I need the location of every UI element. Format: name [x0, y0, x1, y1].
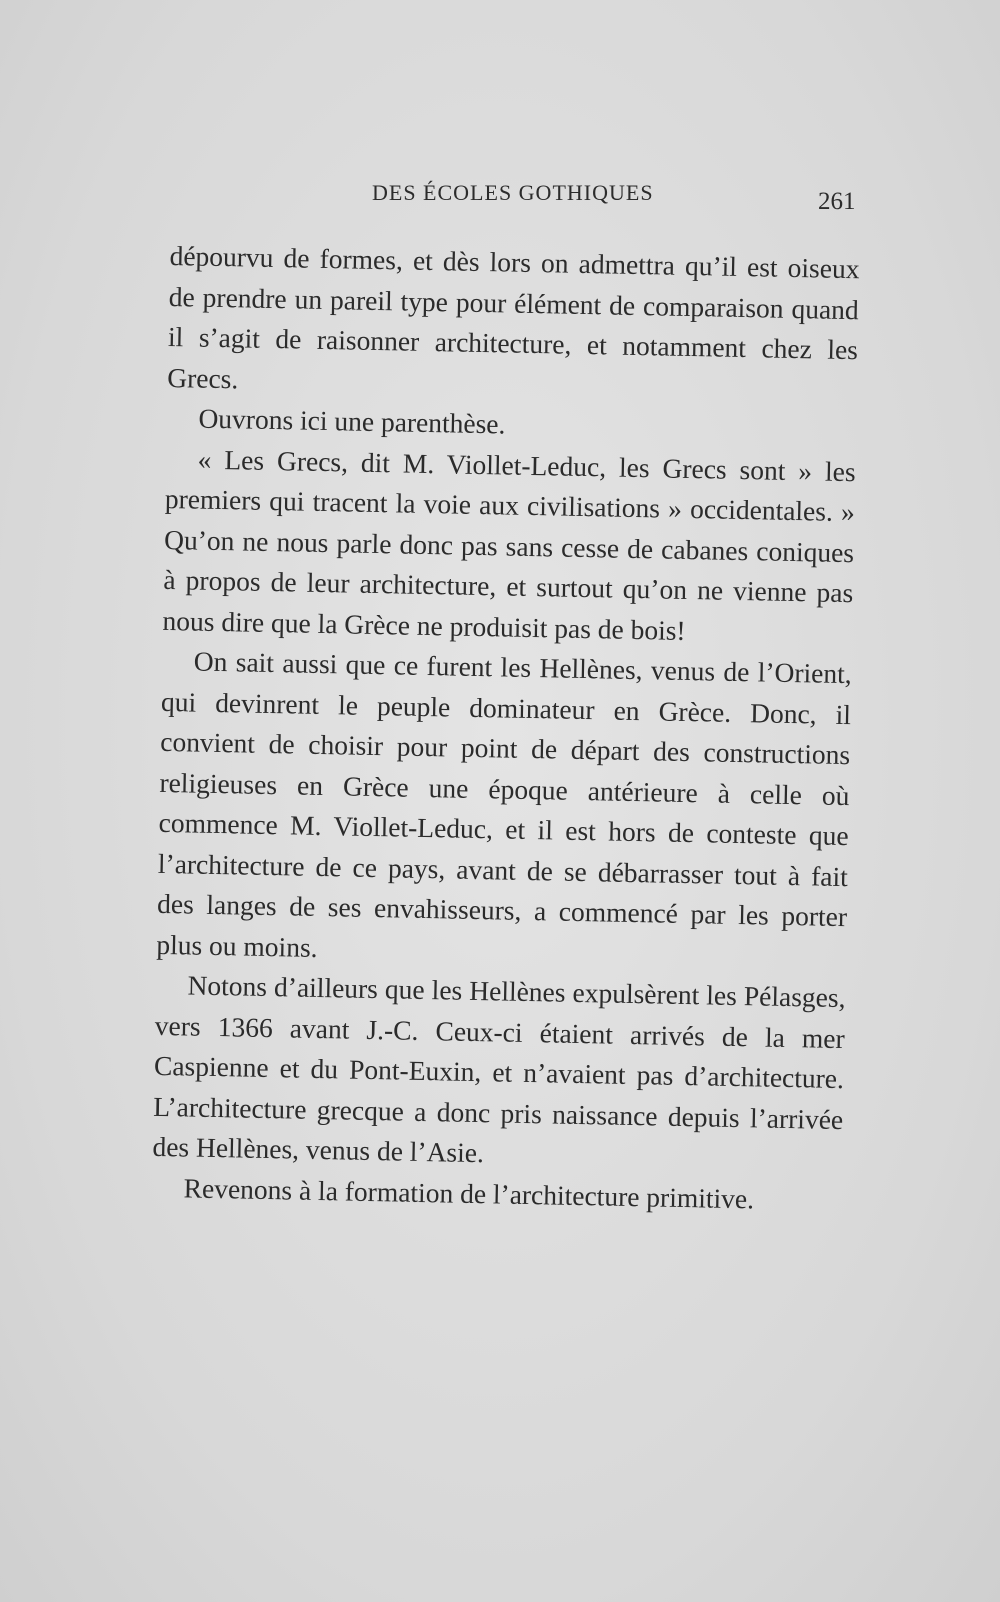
paragraph: Revenons à la formation de l’architecture primitive.: [183, 1171, 755, 1214]
paragraph: dépourvu de formes, et dès lors on admettra qu’il est oiseux de prendre un pareil type pour élément de comparaison quand il s’agit de raisonner architecture, et notamment chez les Grecs.: [166, 239, 860, 394]
paragraph: Notons d’ailleurs que les Hellènes expulsèrent les Pélasges, vers 1366 avant J.-C. Ceux-ci étaient arrivés de la mer Caspienne et du Pont-Euxin, et n’avaient pas d’architecture. L’architecture grecque a donc pris naissance depuis l’arrivée des Hellènes, venus de l’Asie.: [152, 969, 846, 1169]
body-text: [151, 236, 860, 1221]
page-number: 261: [818, 188, 856, 215]
paragraph: Ouvrons ici une parenthèse.: [198, 402, 506, 440]
paragraph: « Les Grecs, dit M. Viollet-Leduc, les Grecs sont » les premiers qui tracent la voie aux civilisations » occidentales. » Qu’on ne nous parle donc pas sans cesse de cabanes coniques à propos de leur architecture, et surtout qu’on ne vienne pas nous dire que la Grèce ne produisit pas de bois!: [162, 443, 856, 646]
paragraph: On sait aussi que ce furent les Hellènes, venus de l’Orient, qui devinrent le peuple dominateur en Grèce. Donc, il convient de choisir pour point de départ des constructions religieuses en Grèce une époque antérieure à celle où commence M. Viollet-Leduc, et il est hors de conteste que l’architecture de ce pays, avant de se débarrasser tout à fait des langes de ses envahisseurs, a commencé par les porter plus ou moins.: [156, 645, 853, 963]
running-title: DES ÉCOLES GOTHIQUES: [372, 180, 654, 205]
